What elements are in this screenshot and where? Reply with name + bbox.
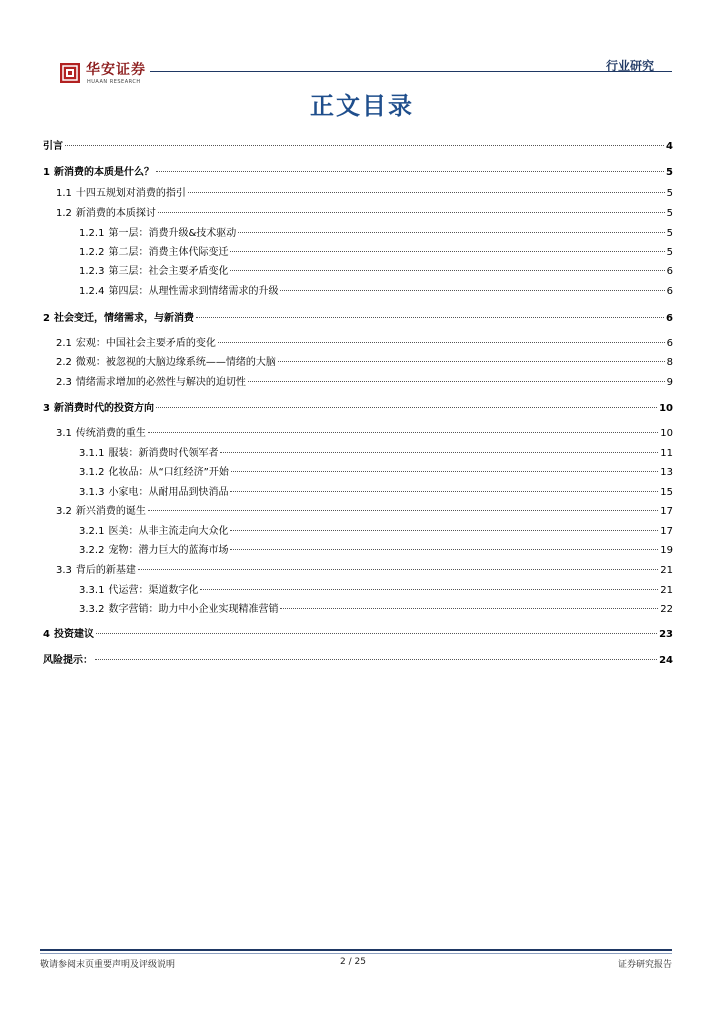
- toc-entry-title: 第一层：消费升级&技术驱动: [108, 228, 237, 239]
- toc-dot-leader: [248, 381, 665, 382]
- toc-dot-leader: [220, 452, 658, 453]
- toc-entry-title: 新消费时代的投资方向: [53, 403, 154, 414]
- toc-dot-leader: [156, 407, 657, 408]
- toc-entry-title: 第二层：消费主体代际变迁: [108, 247, 229, 258]
- toc-entry[interactable]: [43, 353, 673, 371]
- toc-entry-page: 6: [666, 338, 673, 349]
- toc-entry-page: 15: [660, 487, 673, 498]
- toc-entry-number: 3.3.2: [79, 604, 105, 615]
- toc-entry-number: 3.1.1: [79, 448, 105, 459]
- toc-dot-leader: [280, 608, 658, 609]
- toc-dot-leader: [65, 145, 664, 146]
- toc-entry-title: 新兴消费的诞生: [75, 506, 146, 517]
- toc-entry-title: 新消费的本质是什么？: [53, 167, 154, 178]
- toc-entry[interactable]: [43, 137, 673, 155]
- toc-entry-title: 微观：被忽视的大脑边缘系统——情绪的大脑: [75, 357, 276, 368]
- toc-entry-number: 2.3: [56, 377, 72, 388]
- toc-entry-page: 23: [659, 629, 673, 640]
- toc-entry-page: 10: [660, 428, 673, 439]
- brand-name-en: HUAAN RESEARCH: [87, 79, 141, 85]
- toc-entry-title: 宠物：潜力巨大的蓝海市场: [108, 545, 229, 556]
- toc-entry-number: 3.3.1: [79, 585, 105, 596]
- toc-entry-number: 3.2.2: [79, 545, 105, 556]
- toc-dot-leader: [158, 212, 665, 213]
- toc-entry-number: 1.2.3: [79, 266, 105, 277]
- toc-entry-number: 1.2: [56, 208, 72, 219]
- toc-entry-page: 5: [666, 228, 673, 239]
- toc-dot-leader: [231, 471, 658, 472]
- toc-entry-page: 21: [660, 585, 673, 596]
- toc-entry-title: 社会变迁，情绪需求，与新消费: [53, 313, 194, 324]
- toc-entry[interactable]: [43, 282, 673, 300]
- toc-entry-page: 22: [660, 604, 673, 615]
- toc-entry[interactable]: [43, 224, 673, 242]
- toc-entry-number: 2.2: [56, 357, 72, 368]
- toc-entry-title: 投资建议: [53, 629, 94, 640]
- toc-entry-title: 服装：新消费时代领军者: [108, 448, 219, 459]
- toc-dot-leader: [138, 569, 658, 570]
- toc-entry[interactable]: [43, 483, 673, 501]
- toc-entry-number: 1.2.2: [79, 247, 105, 258]
- toc-entry[interactable]: [43, 581, 673, 599]
- toc-entry-page: 5: [666, 188, 673, 199]
- toc-entry[interactable]: [43, 309, 673, 327]
- toc-entry-number: 3.2: [56, 506, 72, 517]
- huaan-logo-icon: [60, 63, 80, 83]
- toc-entry[interactable]: [43, 399, 673, 417]
- toc-entry[interactable]: [43, 651, 673, 669]
- toc-entry-page: 13: [660, 467, 673, 478]
- toc-dot-leader: [230, 530, 658, 531]
- toc-entry-title: 传统消费的重生: [75, 428, 146, 439]
- footer-divider-thin: [40, 953, 672, 954]
- toc-entry-title: 背后的新基建: [75, 565, 136, 576]
- toc-entry-number: 1.1: [56, 188, 72, 199]
- toc-entry-title: 化妆品：从“口红经济”开始: [108, 467, 229, 478]
- toc-dot-leader: [188, 192, 665, 193]
- toc-entry-title: 医美：从非主流走向大众化: [108, 526, 229, 537]
- toc-entry-number: 1: [43, 167, 50, 178]
- toc-entry-number: 3.1.3: [79, 487, 105, 498]
- toc-dot-leader: [196, 317, 664, 318]
- toc-entry[interactable]: [43, 262, 673, 280]
- toc-entry-number: 3.1.2: [79, 467, 105, 478]
- section-label: 行业研究: [605, 59, 654, 73]
- toc-entry-page: 19: [660, 545, 673, 556]
- toc-entry-number: 3.3: [56, 565, 72, 576]
- toc-entry-page: 6: [666, 266, 673, 277]
- toc-entry[interactable]: [43, 444, 673, 462]
- toc-entry-page: 11: [660, 448, 673, 459]
- footer-disclaimer: 敬请参阅末页重要声明及评级说明: [40, 960, 176, 970]
- toc-entry-page: 4: [666, 141, 673, 152]
- toc-entry-title: 风险提示：: [43, 655, 93, 666]
- toc-dot-leader: [200, 589, 658, 590]
- toc-entry-page: 21: [660, 565, 673, 576]
- toc-entry-page: 24: [659, 655, 673, 666]
- page-number: 2 / 25: [340, 957, 366, 967]
- toc-entry-number: 3: [43, 403, 50, 414]
- toc-dot-leader: [230, 251, 664, 252]
- toc-entry[interactable]: [43, 204, 673, 222]
- toc-entry-page: 6: [666, 313, 673, 324]
- toc-dot-leader: [238, 232, 664, 233]
- toc-entry-title: 宏观：中国社会主要矛盾的变化: [75, 338, 216, 349]
- toc-entry-title: 代运营：渠道数字化: [108, 585, 199, 596]
- toc-entry[interactable]: [43, 600, 673, 618]
- toc-entry-page: 5: [666, 167, 673, 178]
- toc-entry[interactable]: [43, 373, 673, 391]
- footer-report-type: 证券研究报告: [617, 960, 672, 970]
- toc-dot-leader: [96, 633, 657, 634]
- brand-name: 华安证券: [86, 62, 146, 78]
- toc-entry[interactable]: [43, 541, 673, 559]
- toc-dot-leader: [278, 361, 665, 362]
- toc-entry-title: 小家电：从耐用品到快消品: [108, 487, 229, 498]
- footer-divider: [40, 949, 672, 951]
- toc-entry-number: 2: [43, 313, 50, 324]
- toc-entry[interactable]: [43, 522, 673, 540]
- toc-entry[interactable]: [43, 463, 673, 481]
- toc-entry[interactable]: [43, 163, 673, 181]
- toc-dot-leader: [95, 659, 657, 660]
- toc-dot-leader: [230, 270, 664, 271]
- toc-entry-title: 十四五规划对消费的指引: [75, 188, 186, 199]
- toc-entry-page: 5: [666, 247, 673, 258]
- toc-entry[interactable]: [43, 243, 673, 261]
- toc-entry[interactable]: [43, 502, 673, 520]
- toc-entry-title: 第三层：社会主要矛盾变化: [108, 266, 229, 277]
- toc-entry-title: 新消费的本质探讨: [75, 208, 156, 219]
- toc-entry-number: 2.1: [56, 338, 72, 349]
- toc-entry-number: 3.2.1: [79, 526, 105, 537]
- page-title: 正文目录: [310, 91, 414, 120]
- toc-entry-page: 9: [666, 377, 673, 388]
- toc-dot-leader: [156, 171, 664, 172]
- toc-entry-number: 3.1: [56, 428, 72, 439]
- toc-entry-title: 引言: [43, 141, 63, 152]
- toc-dot-leader: [148, 432, 658, 433]
- toc-entry-number: 1.2.1: [79, 228, 105, 239]
- toc-entry-page: 17: [660, 506, 673, 517]
- toc-entry-title: 数字营销：助力中小企业实现精准营销: [108, 604, 279, 615]
- toc-entry-page: 10: [659, 403, 673, 414]
- toc-entry-title: 情绪需求增加的必然性与解决的迫切性: [75, 377, 246, 388]
- toc-dot-leader: [230, 491, 658, 492]
- toc-dot-leader: [148, 510, 658, 511]
- toc-entry-page: 6: [666, 286, 673, 297]
- toc-entry[interactable]: [43, 334, 673, 352]
- toc-entry-page: 5: [666, 208, 673, 219]
- toc-entry-page: 17: [660, 526, 673, 537]
- toc-entry[interactable]: [43, 625, 673, 643]
- toc-entry-number: 4: [43, 629, 50, 640]
- toc-dot-leader: [280, 290, 664, 291]
- toc-entry[interactable]: [43, 561, 673, 579]
- toc-dot-leader: [230, 549, 658, 550]
- toc-entry[interactable]: [43, 184, 673, 202]
- toc-entry-title: 第四层：从理性需求到情绪需求的升级: [108, 286, 279, 297]
- toc-dot-leader: [218, 342, 665, 343]
- header-divider: [150, 71, 672, 72]
- toc-entry-page: 8: [666, 357, 673, 368]
- toc-entry[interactable]: [43, 424, 673, 442]
- toc-entry-number: 1.2.4: [79, 286, 105, 297]
